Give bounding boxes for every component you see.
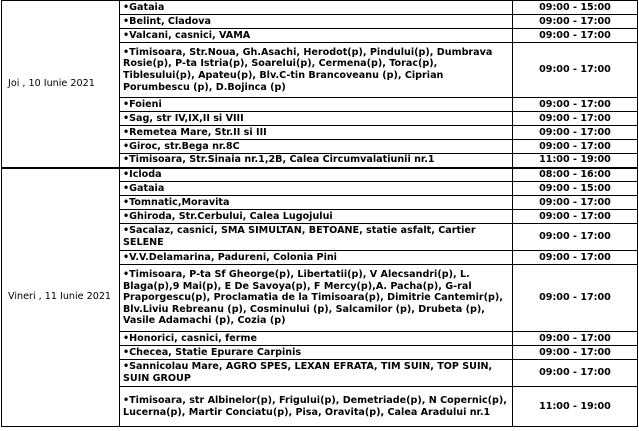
time-cell: 09:00 - 17:00 — [513, 112, 638, 126]
date-cell: Joi , 10 Iunie 2021 — [2, 1, 120, 168]
location-cell: •Foieni — [120, 98, 513, 112]
location-cell: •Timisoara, Str.Sinaia nr.1,2B, Calea Circumvalatiunii nr.1 — [120, 154, 513, 168]
location-cell: •Sag, str IV,IX,II si VIII — [120, 112, 513, 126]
location-cell: •Timisoara, str Albinelor(p), Frigului(p), Demetriade(p), N Copernic(p), Lucerna(p), Martir Conciatu(p), Pisa, Oravita(p), Calea Aradului nr.1 — [120, 387, 513, 427]
time-cell: 09:00 - 17:00 — [513, 265, 638, 332]
outage-schedule-table — [1, 0, 638, 427]
location-cell: •Gataia — [120, 1, 513, 15]
time-cell: 11:00 - 19:00 — [513, 154, 638, 168]
date-cell: Vineri , 11 Iunie 2021 — [2, 168, 120, 427]
time-cell: 09:00 - 17:00 — [513, 29, 638, 43]
time-cell: 09:00 - 15:00 — [513, 1, 638, 15]
time-cell: 09:00 - 17:00 — [513, 196, 638, 210]
time-cell: 09:00 - 17:00 — [513, 210, 638, 224]
time-cell: 09:00 - 17:00 — [513, 251, 638, 265]
location-cell: •Belint, Cladova — [120, 15, 513, 29]
location-cell: •Checea, Statie Epurare Carpinis — [120, 346, 513, 360]
location-cell: •Gataia — [120, 182, 513, 196]
location-cell: •Tomnatic,Moravita — [120, 196, 513, 210]
time-cell: 08:00 - 16:00 — [513, 168, 638, 182]
time-cell: 11:00 - 19:00 — [513, 387, 638, 427]
time-cell: 09:00 - 17:00 — [513, 126, 638, 140]
time-cell: 09:00 - 17:00 — [513, 140, 638, 154]
time-cell: 09:00 - 15:00 — [513, 182, 638, 196]
time-cell: 09:00 - 17:00 — [513, 346, 638, 360]
location-cell: •Sacalaz, casnici, SMA SIMULTAN, BETOANE, statie asfalt, Cartier SELENE — [120, 224, 513, 251]
time-cell: 09:00 - 17:00 — [513, 15, 638, 29]
time-cell: 09:00 - 17:00 — [513, 224, 638, 251]
location-cell: •Giroc, str.Bega nr.8C — [120, 140, 513, 154]
location-cell: •Honorici, casnici, ferme — [120, 332, 513, 346]
time-cell: 09:00 - 17:00 — [513, 98, 638, 112]
location-cell: •Ghiroda, Str.Cerbului, Calea Lugojului — [120, 210, 513, 224]
time-cell: 09:00 - 17:00 — [513, 360, 638, 387]
location-cell: •Icloda — [120, 168, 513, 182]
location-cell: •Timisoara, P-ta Sf Gheorge(p), Libertatii(p), V Alecsandri(p), L. Blaga(p),9 Mai(p), E De Savoya(p), F Mercy(p),A. Pacha(p), G-ral Praporgescu(p), Proclamatia de la Timisoara(p), Dimitrie Cantemir(p), Blv.Liviu Rebreanu (p), Cosminului (p), Salcamilor (p), Drubeta (p), Vasile Adamachi (p), Cozia (p) — [120, 265, 513, 332]
time-cell: 09:00 - 17:00 — [513, 332, 638, 346]
location-cell: •Valcani, casnici, VAMA — [120, 29, 513, 43]
location-cell: •Timisoara, Str.Noua, Gh.Asachi, Herodot(p), Pindului(p), Dumbrava Rosie(p), P-ta Istria(p), Soarelui(p), Cermena(p), Torac(p), Tiblesului(p), Apateu(p), Blv.C-tin Brancoveanu (p), Ciprian Porumbescu (p), D.Bojinca (p) — [120, 43, 513, 98]
location-cell: •Sannicolau Mare, AGRO SPES, LEXAN EFRATA, TIM SUIN, TOP SUIN, SUIN GROUP — [120, 360, 513, 387]
location-cell: •V.V.Delamarina, Padureni, Colonia Pini — [120, 251, 513, 265]
time-cell: 09:00 - 17:00 — [513, 43, 638, 98]
location-cell: •Remetea Mare, Str.II si III — [120, 126, 513, 140]
